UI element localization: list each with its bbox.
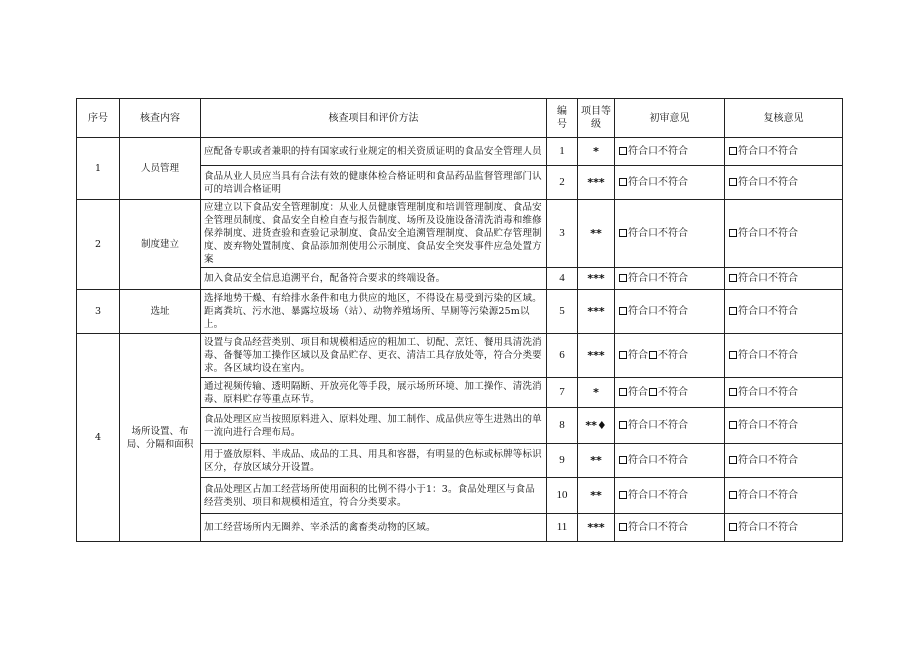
- option-pass-label: 符合: [628, 177, 648, 188]
- checkbox[interactable]: [619, 229, 627, 237]
- checkbox[interactable]: [729, 388, 737, 396]
- option-pass-label: 符合: [628, 522, 648, 533]
- row-level: **: [578, 200, 615, 268]
- header-level-top: 项目等: [581, 106, 611, 117]
- checkbox[interactable]: [729, 456, 737, 464]
- review-opinion[interactable]: 符合口不符合: [725, 334, 843, 378]
- row-level: ***: [578, 166, 615, 200]
- row-content: 人员管理: [120, 138, 201, 200]
- review-opinion[interactable]: 符合口不符合: [725, 200, 843, 268]
- table-row: [77, 200, 843, 268]
- initial-opinion[interactable]: [615, 334, 725, 378]
- row-method: 食品处理区应当按照原料进入、原料处理、加工制作、成品供应等生进熟出的单一流向进行合理布局。: [201, 408, 547, 444]
- option-fail-label: 不符合: [658, 522, 688, 533]
- table-row: [77, 334, 843, 378]
- option-fail-label: 不符合: [768, 455, 798, 466]
- row-method: 食品从业人员应当具有合法有效的健康体检合格证明和食品药品监督管理部门认可的培训合格证明: [201, 166, 547, 200]
- checkbox[interactable]: [729, 229, 737, 237]
- checkbox[interactable]: [729, 274, 737, 282]
- review-opinion[interactable]: 符合口不符合: [725, 408, 843, 444]
- option-fail-label: 不符合: [768, 522, 798, 533]
- row-code: 4: [547, 268, 578, 290]
- option-pass-label: 符合: [738, 522, 758, 533]
- checkbox[interactable]: [729, 178, 737, 186]
- option-pass-label: 符合: [738, 350, 758, 361]
- row-index: 4: [77, 334, 120, 542]
- checkbox[interactable]: [729, 351, 737, 359]
- option-fail-label: 不符合: [768, 146, 798, 157]
- checkbox[interactable]: [649, 351, 657, 359]
- checkbox[interactable]: [729, 523, 737, 531]
- initial-opinion[interactable]: 符合口不符合: [615, 444, 725, 478]
- checkbox[interactable]: [619, 523, 627, 531]
- checkbox[interactable]: [619, 491, 627, 499]
- row-code: 11: [547, 514, 578, 542]
- row-code: 7: [547, 378, 578, 408]
- option-fail-label: 不符合: [768, 490, 798, 501]
- option-pass-label: 符合: [628, 455, 648, 466]
- review-opinion[interactable]: 符合口不符合: [725, 478, 843, 514]
- option-fail-label: 不符合: [658, 455, 688, 466]
- option-fail-label: 不符合: [658, 177, 688, 188]
- initial-opinion[interactable]: 符合口不符合: [615, 290, 725, 334]
- option-pass-label: 符合: [628, 490, 648, 501]
- option-pass-label: 符合: [738, 306, 758, 317]
- initial-opinion[interactable]: 符合口不符合: [615, 166, 725, 200]
- checkbox[interactable]: [729, 491, 737, 499]
- option-pass-label: 符合: [628, 387, 648, 398]
- option-fail-label: 不符合: [768, 350, 798, 361]
- review-opinion[interactable]: 符合口不符合: [725, 290, 843, 334]
- row-code: 6: [547, 334, 578, 378]
- row-code: 1: [547, 138, 578, 166]
- option-pass-label: 符合: [738, 420, 758, 431]
- option-pass-label: 符合: [738, 228, 758, 239]
- header-index: 序号: [77, 99, 120, 138]
- option-pass-label: 符合: [738, 146, 758, 157]
- option-pass-label: 符合: [738, 387, 758, 398]
- row-level: **: [578, 478, 615, 514]
- header-row: [77, 99, 843, 138]
- header-initial: 初审意见: [615, 99, 725, 138]
- row-method: 加工经营场所内无圈养、宰杀活的禽畜类动物的区域。: [201, 514, 547, 542]
- option-fail-label: 不符合: [658, 306, 688, 317]
- table-row: [77, 138, 843, 166]
- checkbox[interactable]: [649, 388, 657, 396]
- option-pass-label: 符合: [628, 350, 648, 361]
- row-method: 通过视频传输、透明隔断、开放亮化等手段，展示场所环境、加工操作、清洗消毒、原料贮存等重点环节。: [201, 378, 547, 408]
- initial-opinion[interactable]: 符合口不符合: [615, 200, 725, 268]
- row-content: 选址: [120, 290, 201, 334]
- header-content: 核查内容: [120, 99, 201, 138]
- option-pass-label: 符合: [738, 273, 758, 284]
- row-level: **: [578, 444, 615, 478]
- row-method: 设置与食品经营类别、项目和规模相适应的粗加工、切配、烹饪、餐用具清洗消毒、备餐等加工操作区域以及食品贮存、更衣、清洁工具存放处等，符合分类要求。各区域均设在室内。: [201, 334, 547, 378]
- checkbox[interactable]: [729, 147, 737, 155]
- option-pass-label: 符合: [738, 490, 758, 501]
- checkbox[interactable]: [619, 456, 627, 464]
- row-code: 5: [547, 290, 578, 334]
- initial-opinion[interactable]: 符合口不符合: [615, 138, 725, 166]
- option-fail-label: 不符合: [658, 350, 688, 361]
- header-level-bottom: 级: [591, 119, 601, 130]
- option-pass-label: 符合: [738, 455, 758, 466]
- checkbox[interactable]: [619, 351, 627, 359]
- row-method: 选择地势干燥、有给排水条件和电力供应的地区，不得设在易受到污染的区域。距离粪坑、污水池、暴露垃圾场（站）、动物养殖场所、旱厕等污染源25m以上。: [201, 290, 547, 334]
- row-code: 10: [547, 478, 578, 514]
- checkbox[interactable]: [729, 421, 737, 429]
- review-opinion[interactable]: 符合口不符合: [725, 378, 843, 408]
- option-pass-label: 符合: [628, 228, 648, 239]
- option-fail-label: 不符合: [658, 228, 688, 239]
- option-fail-label: 不符合: [658, 490, 688, 501]
- checkbox[interactable]: [619, 147, 627, 155]
- option-fail-label: 不符合: [768, 228, 798, 239]
- header-method: 核查项目和评价方法: [201, 99, 547, 138]
- row-level: ***: [578, 514, 615, 542]
- option-fail-label: 不符合: [768, 177, 798, 188]
- row-method: 应建立以下食品安全管理制度：从业人员健康管理制度和培训管理制度、食品安全管理员制度、食品安全自检自查与报告制度、场所及设施设备清洗消毒和维修保养制度、进货查验和查验记录制度、食品安全追溯管理制度、食品贮存管理制度、废弃物处置制度、食品添加剂使用公示制度、食品安全突发事件应急处置方案: [201, 200, 547, 268]
- option-pass-label: 符合: [628, 420, 648, 431]
- row-content: 场所设置、布局、分隔和面积: [120, 334, 201, 542]
- row-code: 9: [547, 444, 578, 478]
- row-level: ***: [578, 268, 615, 290]
- row-content: 制度建立: [120, 200, 201, 290]
- initial-opinion[interactable]: 符合口不符合: [615, 478, 725, 514]
- checkbox[interactable]: [729, 307, 737, 315]
- row-code: 3: [547, 200, 578, 268]
- checkbox[interactable]: [619, 388, 627, 396]
- option-fail-label: 不符合: [658, 273, 688, 284]
- option-fail-label: 不符合: [768, 273, 798, 284]
- review-opinion[interactable]: 符合口不符合: [725, 166, 843, 200]
- initial-opinion[interactable]: [615, 378, 725, 408]
- header-code: [547, 99, 578, 138]
- option-pass-label: 符合: [628, 273, 648, 284]
- checkbox[interactable]: [619, 274, 627, 282]
- row-level: ***: [578, 290, 615, 334]
- option-fail-label: 不符合: [658, 420, 688, 431]
- initial-opinion[interactable]: 符合口不符合: [615, 514, 725, 542]
- header-review: 复核意见: [725, 99, 843, 138]
- option-fail-label: 不符合: [768, 420, 798, 431]
- table-row: [77, 290, 843, 334]
- inspection-table-sheet: [76, 98, 843, 542]
- review-opinion[interactable]: 符合口不符合: [725, 514, 843, 542]
- option-fail-label: 不符合: [658, 146, 688, 157]
- option-pass-label: 符合: [628, 306, 648, 317]
- row-code: 8: [547, 408, 578, 444]
- option-pass-label: 符合: [738, 177, 758, 188]
- row-method: 食品处理区占加工经营场所使用面积的比例不得小于1：3。食品处理区与食品经营类别、项目和规模相适宜，符合分类要求。: [201, 478, 547, 514]
- option-pass-label: 符合: [628, 146, 648, 157]
- row-method: 加入食品安全信息追溯平台，配备符合要求的终端设备。: [201, 268, 547, 290]
- initial-opinion[interactable]: 符合口不符合: [615, 408, 725, 444]
- row-level: *: [578, 378, 615, 408]
- option-fail-label: 不符合: [768, 387, 798, 398]
- inspection-table: [76, 98, 843, 542]
- row-index: 1: [77, 138, 120, 200]
- option-fail-label: 不符合: [768, 306, 798, 317]
- row-method: 用于盛放原料、半成品、成品的工具、用具和容器，有明显的色标或标牌等标识区分，存放区域分开设置。: [201, 444, 547, 478]
- review-opinion[interactable]: 符合口不符合: [725, 444, 843, 478]
- row-index: 2: [77, 200, 120, 290]
- checkbox[interactable]: [619, 421, 627, 429]
- row-level: **♦: [578, 408, 615, 444]
- row-level: ***: [578, 334, 615, 378]
- option-fail-label: 不符合: [658, 387, 688, 398]
- review-opinion[interactable]: 符合口不符合: [725, 268, 843, 290]
- initial-opinion[interactable]: 符合口不符合: [615, 268, 725, 290]
- row-method: 应配备专职或者兼职的持有国家或行业规定的相关资质证明的食品安全管理人员: [201, 138, 547, 166]
- row-index: 3: [77, 290, 120, 334]
- row-code: 2: [547, 166, 578, 200]
- row-level: *: [578, 138, 615, 166]
- header-code-top: 编: [557, 106, 567, 117]
- header-code-bottom: 号: [557, 119, 567, 130]
- review-opinion[interactable]: 符合口不符合: [725, 138, 843, 166]
- checkbox[interactable]: [619, 307, 627, 315]
- checkbox[interactable]: [619, 178, 627, 186]
- header-level: [578, 99, 615, 138]
